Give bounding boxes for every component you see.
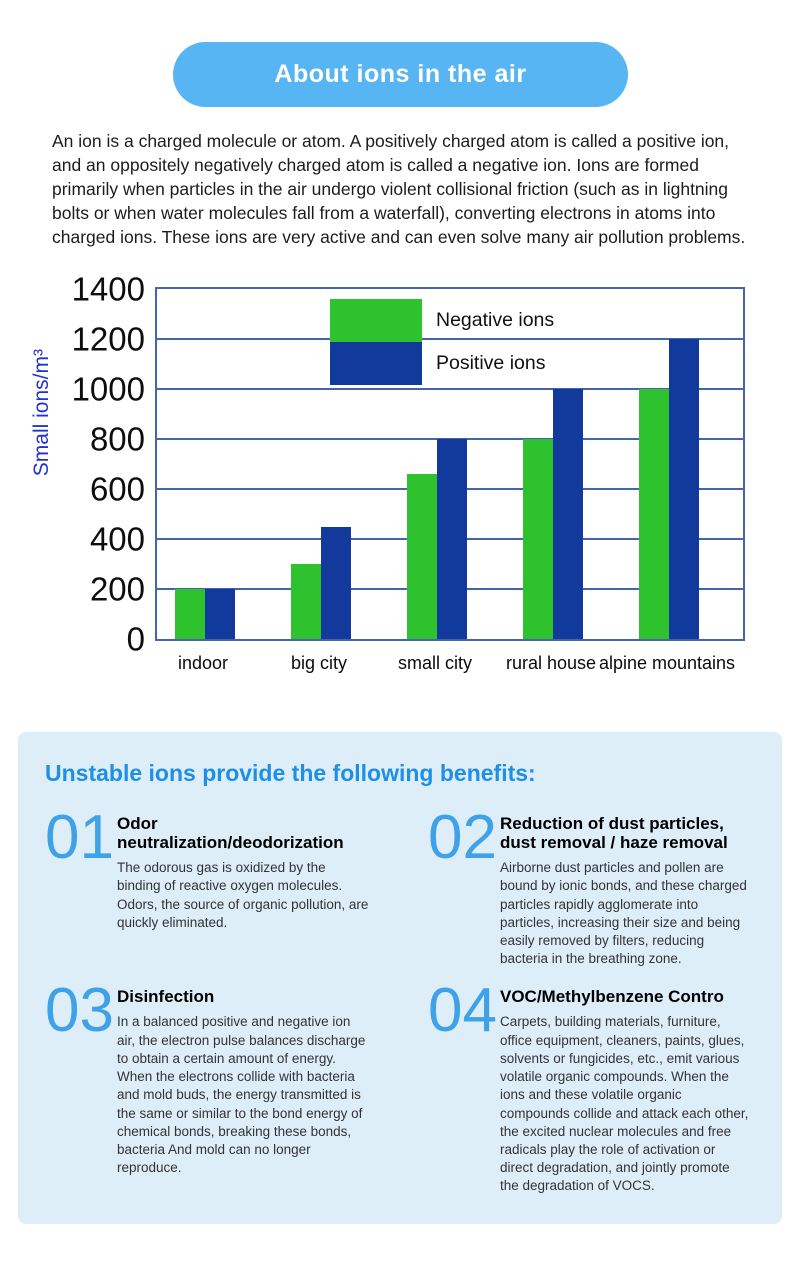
bar-negative-big-city [291, 564, 321, 639]
benefit-body: In a balanced positive and negative ion air, the electron pulse balances discharge to obtain a certain amount of energy. When the electrons collide with bacteria and mold buds, the energy transmitted is the same or similar to the bond energy of chemical bonds, breaking these bonds, bacteria And mold can no longer reproduce. [117, 1014, 366, 1176]
benefit-number: 03 [45, 976, 114, 1046]
legend-row-positive [330, 342, 554, 385]
positive-ions-swatch [330, 342, 422, 385]
x-tick-label: alpine mountains [598, 653, 736, 673]
benefit-title: Reduction of dust particles, dust removal / haze removal [500, 814, 728, 853]
benefit-item-04 [428, 976, 756, 1195]
benefit-text [117, 986, 372, 1177]
bar-positive-small-city [437, 439, 467, 639]
bar-positive-alpine-mountains [669, 339, 699, 639]
x-tick-label: small city [397, 653, 473, 673]
bar-negative-indoor [175, 589, 205, 639]
benefit-title: Disinfection [117, 987, 215, 1007]
ions-bar-chart [0, 270, 800, 689]
benefits-grid [45, 803, 756, 1196]
y-tick-label: 200 [89, 570, 145, 608]
negative-ions-label: Negative ions [436, 309, 555, 331]
benefit-body: Carpets, building materials, furniture, office equipment, cleaners, paints, glues, solvents or fungicides, etc., emit various volatile organic compounds. When the ions and these volatile organic compounds collide and attack each other, the excited nuclear molecules and free radicals play the role of activation or direct degradation, and jointly promote the degradation of VOCS. [500, 1014, 749, 1194]
benefit-text [500, 986, 750, 1195]
benefit-title: Odor neutralization/deodorization [117, 814, 344, 853]
x-tick-label: rural house [505, 653, 597, 673]
benefits-heading: Unstable ions provide the following benefits: [45, 760, 536, 786]
x-axis-labels [155, 645, 745, 689]
legend-row-negative [330, 299, 554, 342]
bar-positive-rural-house [553, 389, 583, 639]
x-tick-label: indoor [177, 653, 229, 673]
y-tick-label: 800 [89, 420, 145, 458]
plot-area [71, 270, 745, 658]
benefits-panel [18, 732, 782, 1224]
bar-negative-rural-house [523, 439, 553, 639]
y-tick-label: 0 [126, 620, 145, 658]
benefit-title: VOC/Methylbenzene Contro [500, 987, 724, 1007]
y-tick-label: 600 [89, 470, 145, 508]
page-title: About ions in the air [173, 42, 628, 107]
bar-positive-big-city [321, 527, 351, 640]
bar-negative-small-city [407, 474, 437, 639]
y-tick-label: 1200 [71, 320, 145, 358]
intro-paragraph: An ion is a charged molecule or atom. A positively charged atom is called a positive ion, and an oppositely negatively charged atom is called a negative ion. Ions are formed primarily when particles in the air undergo violent collisional friction (such as in lightning bolts or when water molecules fall from a waterfall), converting electrons in atoms into charged ions. These ions are very active and can even solve many air pollution problems. [52, 131, 746, 247]
benefit-body: Airborne dust particles and pollen are bound by ionic bonds, and these charged particles rapidly agglomerate into particles, increasing their size and being easily removed by filters, reducing bacteria in the breathing zone. [500, 860, 747, 967]
benefit-body: The odorous gas is oxidized by the binding of reactive oxygen molecules. Odors, the source of organic pollution, are quickly eliminated. [117, 860, 369, 930]
y-tick-label: 400 [89, 520, 145, 558]
chart-legend [330, 299, 554, 385]
y-axis-title: Small ions/m³ [30, 349, 53, 477]
negative-ions-swatch [330, 299, 422, 342]
bar-positive-indoor [205, 589, 235, 639]
x-tick-label: big city [290, 653, 348, 673]
y-tick-label: 1000 [71, 370, 145, 408]
benefit-item-01 [45, 803, 428, 968]
bar-negative-alpine-mountains [639, 389, 669, 639]
benefit-text [117, 813, 373, 932]
y-tick-label: 1400 [71, 270, 145, 308]
benefit-number: 04 [428, 976, 497, 1046]
benefit-text [500, 813, 750, 968]
benefit-number: 02 [428, 803, 497, 872]
benefit-item-02 [428, 803, 756, 968]
benefit-item-03 [45, 976, 428, 1195]
positive-ions-label: Positive ions [436, 352, 546, 374]
benefit-number: 01 [45, 803, 114, 872]
